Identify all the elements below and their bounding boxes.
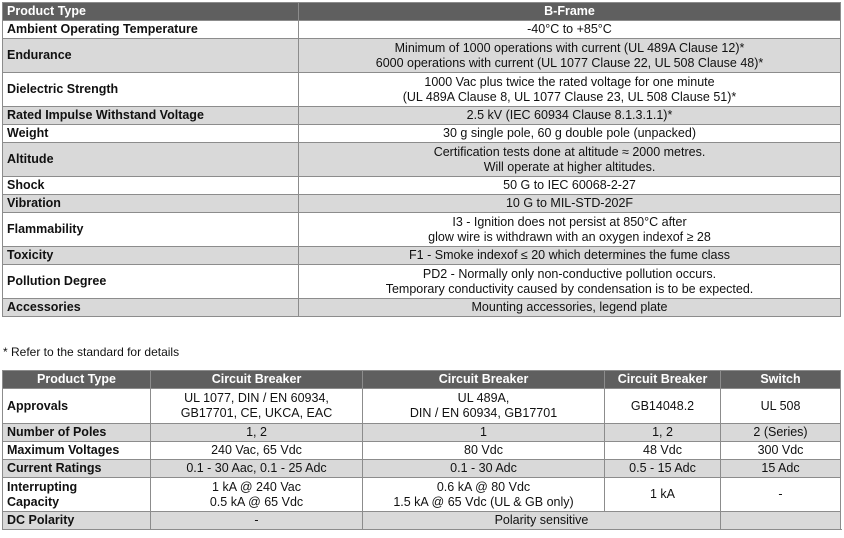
header-circuit-breaker-3: Circuit Breaker [605, 371, 721, 389]
approvals-cell [151, 389, 363, 424]
spec-label: Dielectric Strength [3, 73, 299, 107]
spec-value [299, 213, 841, 247]
specifications-table [2, 2, 841, 317]
spec-label: Rated Impulse Withstand Voltage [3, 107, 299, 125]
spec-label: Pollution Degree [3, 265, 299, 299]
currents-cell: 0.1 - 30 Adc [363, 460, 605, 478]
spec-value [299, 107, 841, 125]
spec-value [299, 143, 841, 177]
currents-cell: 0.1 - 30 Aac, 0.1 - 25 Adc [151, 460, 363, 478]
spec-row [3, 107, 841, 125]
spec-row [3, 195, 841, 213]
poles-cell: 1, 2 [605, 424, 721, 442]
spec-value-line: I3 - Ignition does not persist at 850°C after [452, 214, 687, 229]
spec-header-label: Product Type [3, 3, 299, 21]
interrupting-row [3, 478, 841, 512]
interrupting-cell: - [721, 478, 841, 512]
spec-value-line: Temporary conductivity caused by condensation is to be expected. [385, 281, 754, 296]
voltages-cell: 48 Vdc [605, 442, 721, 460]
label-line: Interrupting [7, 479, 78, 494]
cell-line: DIN / EN 60934, GB17701 [409, 406, 558, 420]
spec-value-line: 2.5 kV (IEC 60934 Clause 8.1.3.1.1)* [466, 108, 673, 122]
spec-label: Flammability [3, 213, 299, 247]
voltages-row [3, 442, 841, 460]
currents-cell: 0.5 - 15 Adc [605, 460, 721, 478]
header-switch: Switch [721, 371, 841, 389]
label-line: Capacity [7, 494, 60, 509]
polarity-empty-cell [721, 512, 841, 530]
spec-value-line: 10 G to MIL-STD-202F [505, 196, 634, 210]
spec-row [3, 39, 841, 73]
header-circuit-breaker-1: Circuit Breaker [151, 371, 363, 389]
currents-label: Current Ratings [3, 460, 151, 478]
spec-label: Toxicity [3, 247, 299, 265]
footnote: * Refer to the standard for details [3, 345, 180, 359]
polarity-label: DC Polarity [3, 512, 151, 530]
spec-row [3, 143, 841, 177]
voltages-cell: 240 Vac, 65 Vdc [151, 442, 363, 460]
header-circuit-breaker-2: Circuit Breaker [363, 371, 605, 389]
spec-value-line: F1 - Smoke indexof ≤ 20 which determines the fume class [409, 248, 730, 262]
product-comparison-table [2, 370, 841, 530]
spec-row [3, 213, 841, 247]
approvals-label: Approvals [3, 389, 151, 424]
poles-cell: 1 [363, 424, 605, 442]
polarity-row [3, 512, 841, 530]
spec-value-line: -40°C to +85°C [527, 22, 612, 36]
spec-row [3, 73, 841, 107]
poles-label: Number of Poles [3, 424, 151, 442]
cell-line: UL 489A, [457, 391, 510, 405]
approvals-cell: GB14048.2 [605, 389, 721, 424]
poles-row [3, 424, 841, 442]
spec-value [299, 21, 841, 39]
cell-line: UL 1077, DIN / EN 60934, [184, 391, 329, 405]
spec-row [3, 265, 841, 299]
approvals-cell [363, 389, 605, 424]
spec-value [299, 73, 841, 107]
voltages-cell: 80 Vdc [363, 442, 605, 460]
voltages-label: Maximum Voltages [3, 442, 151, 460]
spec-label: Accessories [3, 299, 299, 317]
spec-value-line: (UL 489A Clause 8, UL 1077 Clause 23, UL 508 Clause 51)* [402, 89, 737, 104]
approvals-row [3, 389, 841, 424]
cell-line: 1.5 kA @ 65 Vdc (UL & GB only) [393, 494, 574, 509]
spec-value-line: 6000 operations with current (UL 1077 Clause 22, UL 508 Clause 48)* [375, 55, 764, 70]
spec-value-line: glow wire is withdrawn with an oxygen indexof ≥ 28 [428, 229, 711, 244]
interrupting-cell [363, 478, 605, 512]
spec-row [3, 299, 841, 317]
spec-value [299, 247, 841, 265]
spec-label: Altitude [3, 143, 299, 177]
spec-label: Weight [3, 125, 299, 143]
spec-value [299, 195, 841, 213]
spec-label: Vibration [3, 195, 299, 213]
polarity-cell: - [151, 512, 363, 530]
header-product-type: Product Type [3, 371, 151, 389]
spec-value [299, 125, 841, 143]
spec-value-line: Mounting accessories, legend plate [471, 300, 668, 314]
spec-header-value: B-Frame [299, 3, 841, 21]
spec-label: Endurance [3, 39, 299, 73]
spec-value-line: 1000 Vac plus twice the rated voltage for one minute [424, 74, 715, 89]
cell-line: GB17701, CE, UKCA, EAC [180, 406, 333, 420]
currents-row [3, 460, 841, 478]
spec-value [299, 265, 841, 299]
interrupting-cell: 1 kA [605, 478, 721, 512]
currents-cell: 15 Adc [721, 460, 841, 478]
spec-row [3, 177, 841, 195]
spec-row [3, 125, 841, 143]
spec-value-line: 30 g single pole, 60 g double pole (unpacked) [443, 126, 696, 140]
interrupting-cell [151, 478, 363, 512]
spec-label: Ambient Operating Temperature [3, 21, 299, 39]
spec-label: Shock [3, 177, 299, 195]
spec-header-row [3, 3, 841, 21]
interrupting-label [3, 478, 151, 512]
spec-value [299, 177, 841, 195]
polarity-cell: Polarity sensitive [363, 512, 721, 530]
cell-line: 0.5 kA @ 65 Vdc [209, 494, 304, 509]
spec-value-line: Will operate at higher altitudes. [483, 159, 656, 174]
spec-value-line: PD2 - Normally only non-conductive pollution occurs. [422, 266, 717, 281]
spec-value-line: Certification tests done at altitude ≈ 2000 metres. [433, 144, 706, 159]
product-header-row [3, 371, 841, 389]
spec-row [3, 21, 841, 39]
voltages-cell: 300 Vdc [721, 442, 841, 460]
approvals-cell: UL 508 [721, 389, 841, 424]
spec-row [3, 247, 841, 265]
spec-value [299, 39, 841, 73]
poles-cell: 2 (Series) [721, 424, 841, 442]
spec-value-line: Minimum of 1000 operations with current (UL 489A Clause 12)* [394, 40, 745, 55]
spec-value [299, 299, 841, 317]
spec-value-line: 50 G to IEC 60068-2-27 [503, 178, 636, 192]
cell-line: 0.6 kA @ 80 Vdc [436, 479, 531, 494]
poles-cell: 1, 2 [151, 424, 363, 442]
cell-line: 1 kA @ 240 Vac [212, 479, 301, 494]
